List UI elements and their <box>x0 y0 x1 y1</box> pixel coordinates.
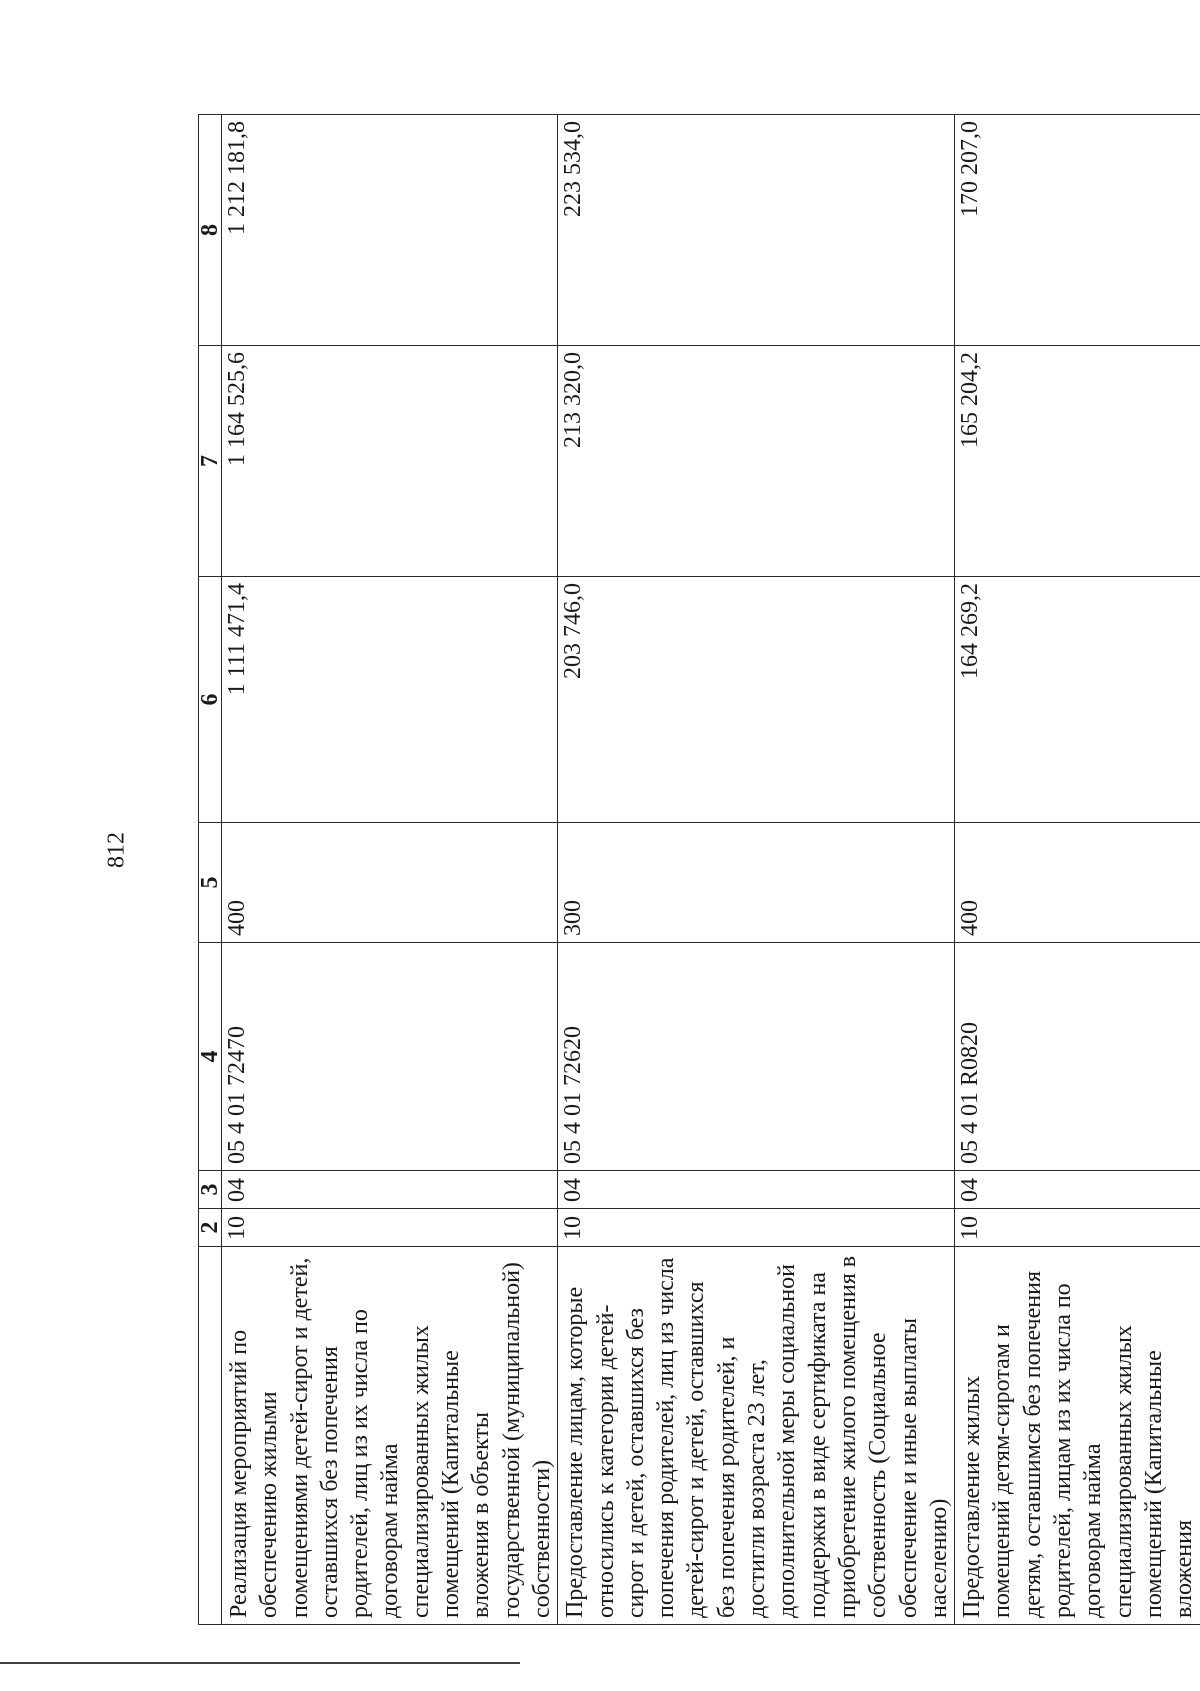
target-article-code: 05 4 01 72470 <box>222 943 558 1171</box>
subsection-code: 04 <box>955 1171 1200 1209</box>
amount-col-7: 165 204,2 <box>955 346 1200 577</box>
header-cell: 3 <box>199 1171 222 1209</box>
target-article-code: 05 4 01 72620 <box>558 943 955 1171</box>
row-description: Предоставление лицам, которые относились к категории детей-сирот и детей, оставшихся без попечения родителей, лиц из числа детей-сирот и детей, оставшихся без попечения родителей, и достигли возраста 23 лет, дополнительной меры социальной поддержки в виде сертификата на приобретение жилого помещения в собственность (Социальное обеспечение и иные выплаты населению) <box>558 1247 955 1625</box>
amount-col-8: 223 534,0 <box>558 115 955 346</box>
header-cell <box>199 1247 222 1625</box>
section-code: 10 <box>955 1209 1200 1247</box>
section-code: 10 <box>222 1209 558 1247</box>
header-cell: 7 <box>199 346 222 577</box>
amount-col-7: 213 320,0 <box>558 346 955 577</box>
expense-type-code: 400 <box>955 823 1200 943</box>
amount-col-6: 203 746,0 <box>558 577 955 823</box>
header-cell: 5 <box>199 823 222 943</box>
subsection-code: 04 <box>558 1171 955 1209</box>
header-cell: 6 <box>199 577 222 823</box>
scan-edge-line <box>0 1662 520 1664</box>
expense-type-code: 400 <box>222 823 558 943</box>
header-row <box>199 115 222 1625</box>
budget-table <box>198 114 1200 1625</box>
expense-type-code: 300 <box>558 823 955 943</box>
table-row <box>558 115 955 1625</box>
header-cell: 8 <box>199 115 222 346</box>
section-code: 10 <box>558 1209 955 1247</box>
row-description: Предоставление жилых помещений детям-сиротам и детям, оставшимся без попечения родителей, лицам из их числа по договорам найма специализированных жилых помещений (Капитальные вложения <box>955 1247 1200 1625</box>
page-number: 812 <box>103 832 130 868</box>
amount-col-8: 1 212 181,8 <box>222 115 558 346</box>
row-description: Реализация мероприятий по обеспечению жилыми помещениями детей-сирот и детей, оставшихся без попечения родителей, лиц из их числа по договорам найма специализированных жилых помещений (Капитальные вложения в объекты государственной (муниципальной) собственности) <box>222 1247 558 1625</box>
amount-col-6: 1 111 471,4 <box>222 577 558 823</box>
header-cell: 2 <box>199 1209 222 1247</box>
table-row <box>222 115 558 1625</box>
table-row <box>955 115 1200 1625</box>
amount-col-6: 164 269,2 <box>955 577 1200 823</box>
rotated-page-content <box>197 115 1198 1625</box>
amount-col-8: 170 207,0 <box>955 115 1200 346</box>
target-article-code: 05 4 01 R0820 <box>955 943 1200 1171</box>
subsection-code: 04 <box>222 1171 558 1209</box>
amount-col-7: 1 164 525,6 <box>222 346 558 577</box>
header-cell: 4 <box>199 943 222 1171</box>
